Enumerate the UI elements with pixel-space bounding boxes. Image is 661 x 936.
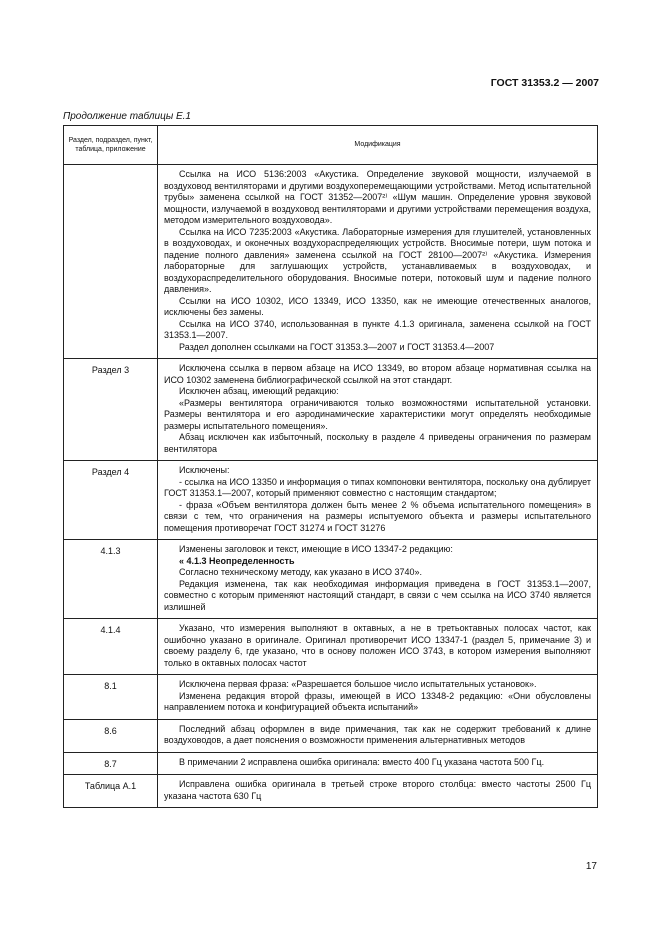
modification-cell (158, 540, 598, 619)
modification-paragraph: - ссылка на ИСО 13350 и информация о типах компоновки вентилятора, поскольку она дублирует ГОСТ 31353.1—2007, который применяют совместно с настоящим стандартом; (164, 476, 591, 498)
column-header-section: Раздел, подраздел, пункт, таблица, приложение (64, 126, 158, 165)
table-row (64, 540, 598, 619)
section-cell: Раздел 4 (64, 461, 158, 540)
modification-cell (158, 752, 598, 775)
modification-paragraph: Ссылки на ИСО 10302, ИСО 13349, ИСО 13350, как не имеющие отечественных аналогов, исключены без замены. (164, 295, 591, 317)
table-row (64, 165, 598, 359)
page-number: 17 (585, 861, 597, 872)
modification-cell (158, 165, 598, 359)
modification-paragraph: Указано, что измерения выполняют в октавных, а не в третьоктавных полосах частот, как ошибочно указано в оригинале. Оригинал противоречит ИСО 13347-1 (раздел 5, примечание 3) и своему разделу 6, где указано, что в основу положен ИСО 3743, в котором измерения выполняют только в октавных полосах частот (164, 623, 591, 668)
column-header-modification: Модификация (158, 126, 598, 165)
table-row (64, 775, 598, 808)
modification-paragraph: Раздел дополнен ссылками на ГОСТ 31353.3—2007 и ГОСТ 31353.4—2007 (179, 341, 495, 352)
section-cell: 8.6 (64, 719, 158, 752)
table-caption: Продолжение таблицы Е.1 (63, 111, 191, 122)
modification-paragraph: Ссылка на ИСО 3740, использованная в пункте 4.1.3 оригинала, заменена ссылкой на ГОСТ 31353.1—2007. (164, 318, 591, 340)
modification-paragraph: Последний абзац оформлен в виде примечания, так как не содержит требований к длине воздуховодов, а дает пояснения о возможности применения альтернативных методов (164, 723, 591, 745)
modification-paragraph: Исключена первая фраза: «Разрешается большое число испытательных установок». (179, 679, 537, 689)
modification-paragraph: Исключен абзац, имеющий редакцию: (179, 386, 339, 396)
modification-paragraph: Абзац исключен как избыточный, поскольку в разделе 4 приведены ограничения по размерам вентилятора (164, 432, 591, 454)
table-body (64, 165, 598, 808)
table-row (64, 619, 598, 675)
table-row (64, 675, 598, 720)
table-row (64, 359, 598, 461)
modification-paragraph: « 4.1.3 Неопределенность (179, 555, 295, 566)
modification-paragraph: Изменена редакция второй фразы, имеющей в ИСО 13348-2 редакцию: «Они обусловлены направлением потока и конфигурацией объекта испытаний» (164, 690, 591, 712)
modification-cell (158, 461, 598, 540)
table-row (64, 719, 598, 752)
modification-paragraph: Исключена ссылка в первом абзаце на ИСО 13349, во втором абзаце нормативная ссылка на ИСО 10302 заменена библиографической ссылкой на этот стандарт. (164, 363, 591, 385)
modification-cell (158, 359, 598, 461)
section-cell: 4.1.4 (64, 619, 158, 675)
modification-cell (158, 675, 598, 720)
modification-paragraph: Изменены заголовок и текст, имеющие в ИСО 13347-2 редакцию: (179, 544, 453, 554)
modification-paragraph: Исправлена ошибка оригинала в третьей строке второго столбца: вместо частоты 2500 Гц указана частота 630 Гц (164, 779, 591, 801)
modification-paragraph: - фраза «Объем вентилятора должен быть менее 2 % объема испытательного помещения» в связи с тем, что ограничения на размеры испытуемого объекта и размеры испытательного помещения противоречат ГОСТ 31274 и ГОСТ 31276 (164, 499, 591, 533)
modification-cell (158, 719, 598, 752)
section-cell: Таблица А.1 (64, 775, 158, 808)
modification-cell (158, 619, 598, 675)
modification-paragraph: В примечании 2 исправлена ошибка оригинала: вместо 400 Гц указана частота 500 Гц. (179, 756, 545, 767)
modification-paragraph: Ссылка на ИСО 5136:2003 «Акустика. Определение звуковой мощности, излучаемой в воздуховод вентиляторами и другими воздухоперемещающими устройствами. Метод испытательной трубы» заменена ссылкой на ГОСТ 31352—2007²⁾ «Шум машин. Определение уровня звуковой мощности, излучаемой в воздуховод вентиляторами и другими устройствами перемещения воздуха, методом измерительного воздуховода». (164, 169, 591, 225)
modification-paragraph: Согласно техническому методу, как указано в ИСО 3740». (179, 567, 423, 577)
modification-paragraph: Редакция изменена, так как необходимая информация приведена в ГОСТ 31353.1—2007, совместно с которым применяют настоящий стандарт, в связи с чем ссылка на ИСО 3740 является излишней (164, 578, 591, 612)
section-cell (64, 165, 158, 359)
section-cell: 4.1.3 (64, 540, 158, 619)
table-header-row (64, 126, 598, 165)
table-row (64, 752, 598, 775)
modifications-table (63, 125, 598, 808)
modification-paragraph: Исключены: (179, 465, 230, 475)
section-cell: Раздел 3 (64, 359, 158, 461)
modification-cell (158, 775, 598, 808)
modification-paragraph: Ссылка на ИСО 7235:2003 «Акустика. Лабораторные измерения для глушителей, установленных в воздуховодах, и оконечных воздухораспределяющих устройств. Вносимые потери, шум потока и падение полного давления» заменена ссылкой на ГОСТ 28100—2007²⁾ «Акустика. Измерения лабораторные для заглушающих устройств, устанавливаемых в воздуховодах, и воздухораспределительного оборудования. Вносимые потери, потоковый шум и падение полного давления». (164, 226, 591, 294)
modification-paragraph: «Размеры вентилятора ограничиваются только возможностями испытательной установки. Размеры вентилятора и его аэродинамические характеристики могут определять необходимые размеры испытательного помещения». (164, 397, 591, 431)
section-cell: 8.7 (64, 752, 158, 775)
section-cell: 8.1 (64, 675, 158, 720)
table-row (64, 461, 598, 540)
document-code: ГОСТ 31353.2 — 2007 (490, 77, 599, 89)
